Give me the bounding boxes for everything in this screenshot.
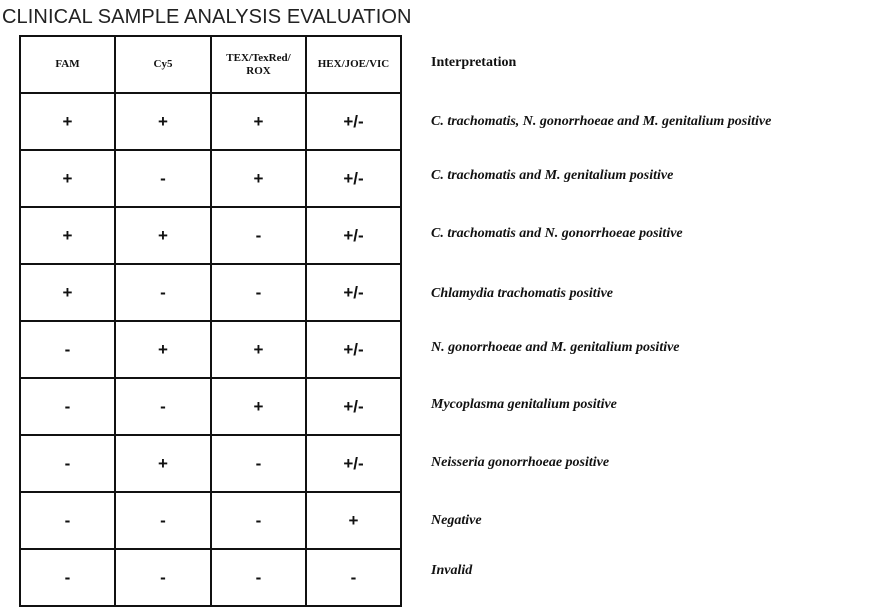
table-row [20, 321, 401, 378]
cell: - [20, 378, 115, 435]
cell: - [115, 264, 211, 321]
cell: - [211, 492, 306, 549]
cell: + [115, 321, 211, 378]
table-row [20, 264, 401, 321]
table-row [20, 207, 401, 264]
table-row [20, 93, 401, 150]
cell: +/- [306, 264, 401, 321]
table-row [20, 150, 401, 207]
cell: - [20, 321, 115, 378]
cell: - [211, 264, 306, 321]
interpretation-item: Negative [431, 513, 482, 528]
cell: - [20, 435, 115, 492]
cell: + [115, 207, 211, 264]
interpretation-item: Invalid [431, 563, 473, 578]
header-hex-joe-vic: HEX/JOE/VIC [306, 36, 401, 93]
cell: +/- [306, 321, 401, 378]
cell: + [211, 321, 306, 378]
cell: - [115, 150, 211, 207]
header-cy5: Cy5 [115, 36, 211, 93]
cell: + [20, 207, 115, 264]
cell: - [20, 549, 115, 606]
header-tex-texred-rox [211, 36, 306, 93]
table-row [20, 378, 401, 435]
table-row [20, 492, 401, 549]
table-row [20, 435, 401, 492]
cell: + [20, 93, 115, 150]
header-tex-texred-rox-label: TEX/TexRed/ ROX [226, 51, 291, 77]
cell: - [211, 207, 306, 264]
cell: +/- [306, 378, 401, 435]
cell: - [306, 549, 401, 606]
table-header-row [20, 36, 401, 93]
interpretation-item: C. trachomatis, N. gonorrhoeae and M. genitalium positive [431, 114, 772, 129]
cell: - [115, 492, 211, 549]
cell: - [211, 435, 306, 492]
cell: + [20, 264, 115, 321]
interpretation-item: N. gonorrhoeae and M. genitalium positive [431, 340, 680, 355]
interpretation-item: C. trachomatis and M. genitalium positive [431, 168, 674, 183]
cell: +/- [306, 150, 401, 207]
page-title: CLINICAL SAMPLE ANALYSIS EVALUATION [2, 6, 412, 28]
cell: + [211, 93, 306, 150]
table-row [20, 549, 401, 606]
cell: - [115, 378, 211, 435]
cell: + [211, 378, 306, 435]
cell: + [115, 435, 211, 492]
cell: + [20, 150, 115, 207]
cell: - [211, 549, 306, 606]
cell: - [20, 492, 115, 549]
cell: + [211, 150, 306, 207]
cell: +/- [306, 435, 401, 492]
cell: + [306, 492, 401, 549]
results-table [19, 35, 402, 607]
cell: +/- [306, 93, 401, 150]
interpretation-item: Chlamydia trachomatis positive [431, 286, 614, 301]
interpretation-item: Neisseria gonorrhoeae positive [431, 455, 610, 470]
interpretation-header: Interpretation [431, 55, 517, 70]
cell: - [115, 549, 211, 606]
interpretation-item: Mycoplasma genitalium positive [431, 397, 617, 412]
interpretation-item: C. trachomatis and N. gonorrhoeae positive [431, 226, 683, 241]
header-fam: FAM [20, 36, 115, 93]
cell: +/- [306, 207, 401, 264]
cell: + [115, 93, 211, 150]
